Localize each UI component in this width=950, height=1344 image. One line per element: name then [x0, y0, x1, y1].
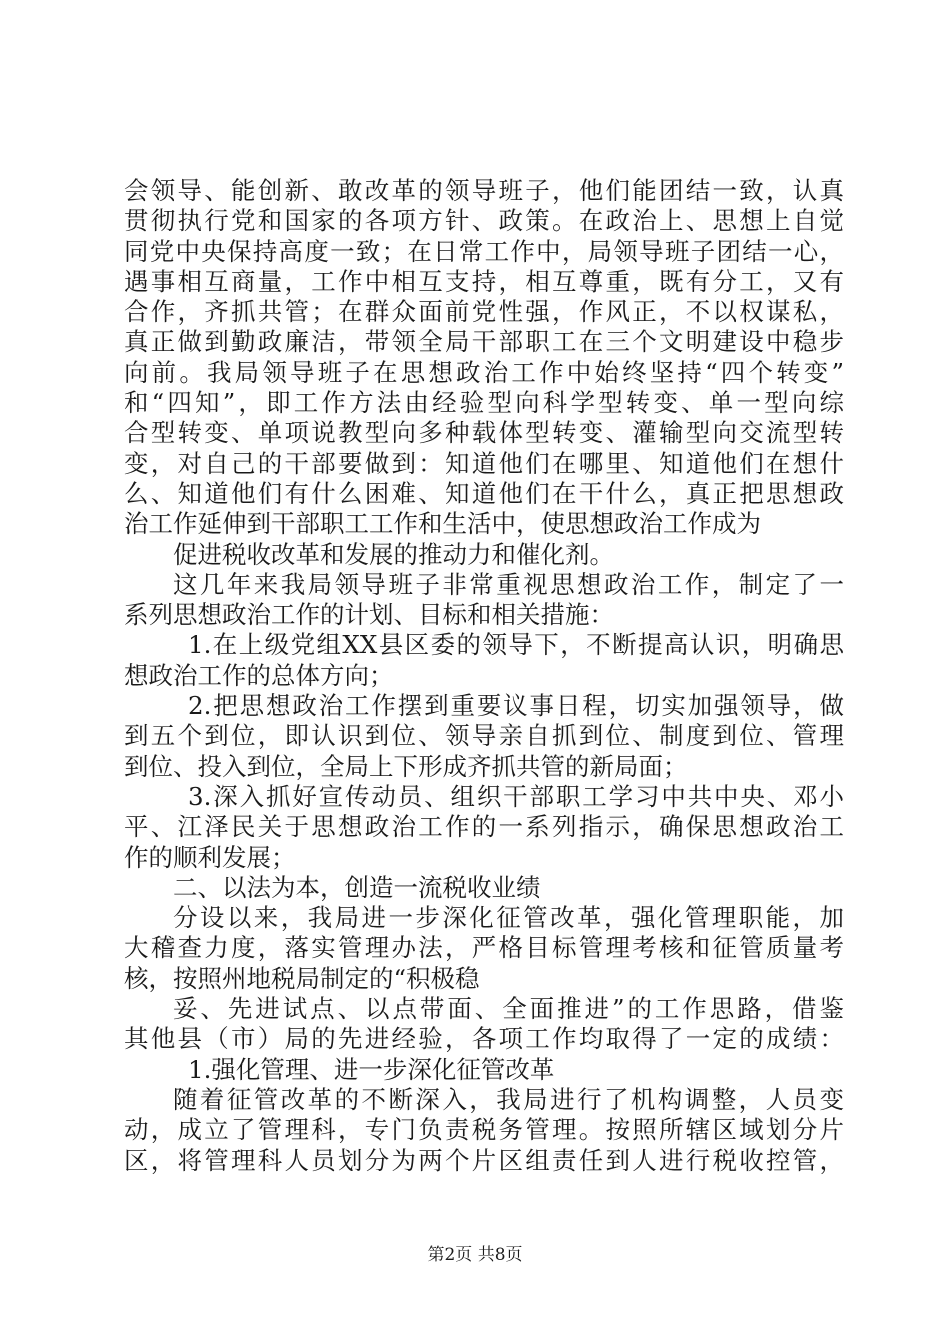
text-line: 3.深入抓好宣传动员、组织干部职工学习中共中央、邓小	[188, 781, 844, 811]
document-body	[124, 176, 844, 1176]
page-footer: 第2页 共8页	[427, 1245, 523, 1265]
text-line: 1.在上级党组XX县区委的领导下，不断提高认识，明确思	[188, 630, 844, 660]
text-line: 1.强化管理、进一步深化征管改革	[188, 1054, 555, 1084]
text-line: 到五个到位，即认识到位、领导亲自抓到位、制度到位、管理	[124, 721, 844, 751]
text-line: 核，按照州地税局制定的“积极稳	[124, 963, 480, 993]
text-line: 随着征管改革的不断深入，我局进行了机构调整，人员变	[173, 1084, 844, 1114]
text-line: 治工作延伸到干部职工工作和生活中，使思想政治工作成为	[124, 509, 761, 539]
text-line: 贯彻执行党和国家的各项方针、政策。在政治上、思想上自觉	[124, 206, 844, 236]
text-line: 大稽查力度，落实管理办法，严格目标管理考核和征管质量考	[124, 933, 844, 963]
text-line: 2.把思想政治工作摆到重要议事日程，切实加强领导，做	[188, 691, 844, 721]
text-line: 区，将管理科人员划分为两个片区组责任到人进行税收控管，	[124, 1145, 844, 1175]
text-line: 促进税收改革和发展的推动力和催化剂。	[173, 539, 614, 569]
text-line: 分设以来，我局进一步深化征管改革，强化管理职能，加	[173, 903, 844, 933]
text-line: 妥、先进试点、以点带面、全面推进”的工作思路，借鉴	[173, 994, 844, 1024]
text-line: 同党中央保持高度一致；在日常工作中，局领导班子团结一心，	[124, 236, 844, 266]
text-line: 真正做到勤政廉洁，带领全局干部职工在三个文明建设中稳步	[124, 327, 844, 357]
text-line: 动，成立了管理科，专门负责税务管理。按照所辖区域划分片	[124, 1115, 844, 1145]
text-line: 平、江泽民关于思想政治工作的一系列指示，确保思想政治工	[124, 812, 844, 842]
text-line: 系列思想政治工作的计划、目标和相关措施：	[124, 600, 614, 630]
text-line: 么、知道他们有什么困难、知道他们在干什么，真正把思想政	[124, 478, 844, 508]
text-line: 和“四知”，即工作方法由经验型向科学型转变、单一型向综	[124, 388, 844, 418]
text-line: 其他县（市）局的先进经验，各项工作均取得了一定的成绩：	[124, 1024, 844, 1054]
text-line: 想政治工作的总体方向；	[124, 660, 394, 690]
text-line: 会领导、能创新、敢改革的领导班子，他们能团结一致，认真	[124, 176, 844, 205]
text-line: 这几年来我局领导班子非常重视思想政治工作，制定了一	[173, 569, 844, 599]
text-line: 合型转变、单项说教型向多种载体型转变、灌输型向交流型转	[124, 418, 844, 448]
text-line: 作的顺利发展；	[124, 842, 296, 872]
text-line: 合作，齐抓共管；在群众面前党性强，作风正，不以权谋私，	[124, 297, 844, 327]
text-line: 二、以法为本，创造一流税收业绩	[173, 872, 541, 902]
text-line: 到位、投入到位，全局上下形成齐抓共管的新局面；	[124, 751, 688, 781]
text-line: 变，对自己的干部要做到：知道他们在哪里、知道他们在想什	[124, 448, 844, 478]
text-line: 遇事相互商量，工作中相互支持，相互尊重，既有分工，又有	[124, 266, 844, 296]
text-line: 向前。我局领导班子在思想政治工作中始终坚持“四个转变”	[124, 357, 844, 387]
